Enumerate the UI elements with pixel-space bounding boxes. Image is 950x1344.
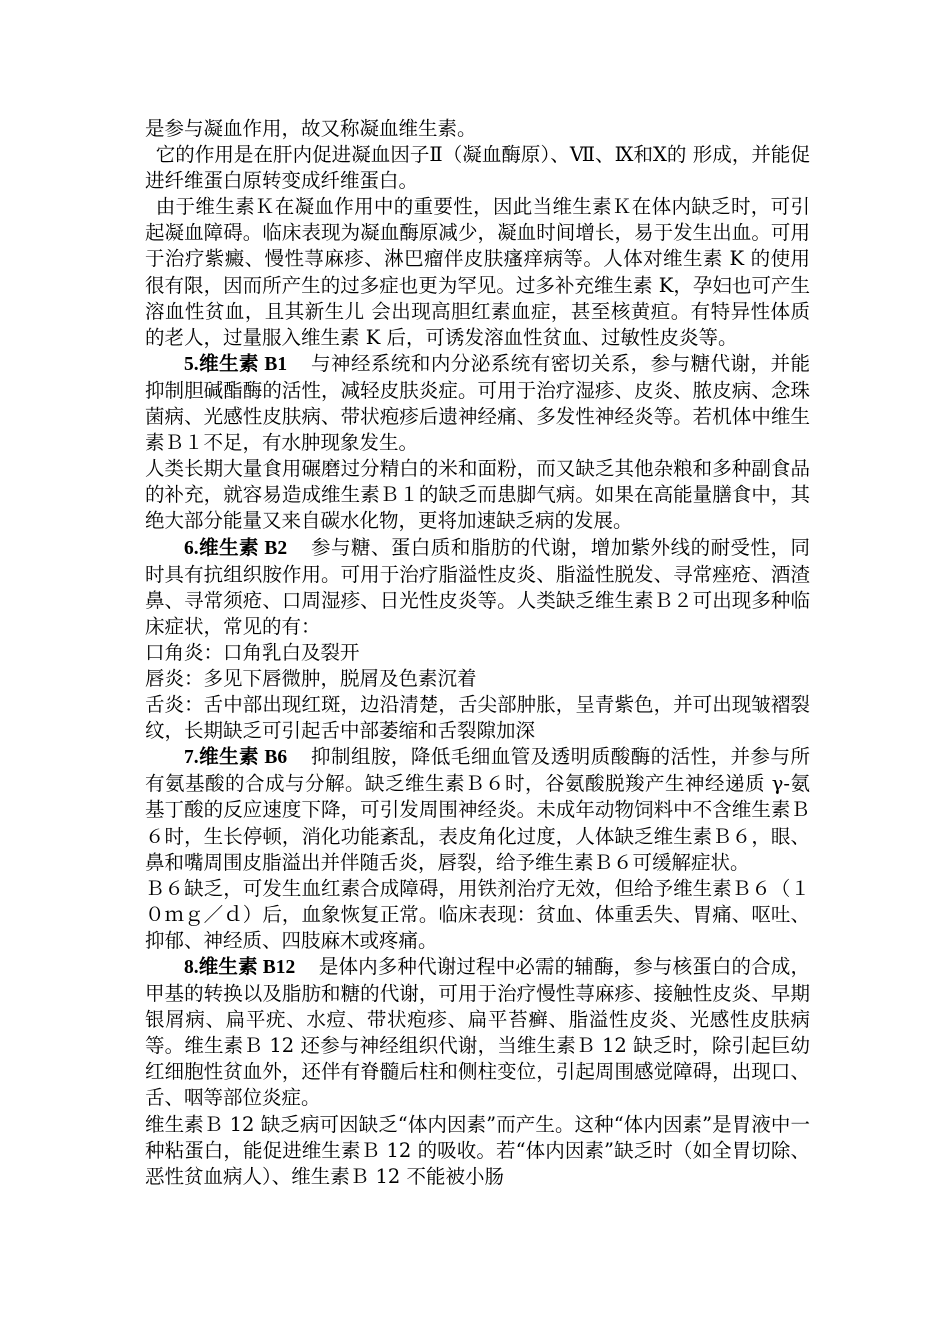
paragraph-vitamin-k-deficiency: 由于维生素Ｋ在凝血作用中的重要性，因此当维生素Ｋ在体内缺乏时，可引起凝血障碍。临床表现为凝血酶原减少，凝血时间增长，易于发生出血。可用于治疗紫癜、慢性荨麻疹、淋巴瘤伴皮肤瘙痒病等。人体对维生素 K 的使用很有限，因而所产生的过多症也更为罕见。过多补充维生素 K，孕妇也可产生溶血性贫血，且其新生儿 会出现高胆红素血症，甚至核黄疸。有特异性体质的老人，过量服入维生素 K 后，可诱发溶血性贫血、过敏性皮炎等。 (145, 195, 810, 349)
paragraph-vitamin-b2 (145, 535, 810, 640)
paragraph-vitamin-b1 (145, 351, 810, 456)
section-heading-b1: 5.维生素 B1 (184, 353, 288, 375)
paragraph-vitamin-k-function: 它的作用是在肝内促进凝血因子Ⅱ（凝血酶原）、Ⅶ、Ⅸ和Ⅹ的 形成，并能促进纤维蛋白原转变成纤维蛋白。 (145, 143, 810, 193)
symptom-glossitis: 舌炎：舌中部出现红斑，边沿清楚，舌尖部肿胀，呈青紫色，并可出现皱褶裂纹，长期缺乏可引起舌中部萎缩和舌裂隙加深 (145, 693, 810, 743)
paragraph-vitamin-b6 (145, 744, 810, 875)
symptom-cheilitis: 唇炎：多见下唇微肿，脱屑及色素沉着 (145, 666, 477, 690)
paragraph-vitamin-k-intro: 是参与凝血作用，故又称凝血维生素。 (145, 117, 477, 140)
document-page (145, 116, 810, 1190)
section-heading-b2: 6.维生素 B2 (184, 537, 288, 559)
paragraph-beriberi: 人类长期大量食用碾磨过分精白的米和面粉，而又缺乏其他杂粮和多种副食品的补充，就容易造成维生素Ｂ１的缺乏而患脚气病。如果在高能量膳食中，其绝大部分能量又来自碳水化物，更将加速缺乏病的发展。 (145, 457, 810, 533)
paragraph-text: 与神经系统和内分泌系统有密切关系，参与糖代谢，并能抑制胆碱酯酶的活性，减轻皮肤炎症。可用于治疗湿疹、皮炎、脓皮病、念珠菌病、光感性皮肤病、带状疱疹后遗神经痛、多发性神经炎等。若机体中维生素Ｂ１不足，有水肿现象发生。 (145, 351, 810, 455)
section-heading-b12: 8.维生素 B12 (184, 957, 296, 978)
paragraph-b12-intrinsic-factor: 维生素Ｂ 12 缺乏病可因缺乏“体内因素”而产生。这种“体内因素”是胃液中一种粘蛋白，能促进维生素Ｂ 12 的吸收。若“体内因素”缺乏时（如全胃切除、恶性贫血病人）、维生素Ｂ 12 不能被小肠 (145, 1112, 810, 1188)
section-heading-b6: 7.维生素 B6 (184, 747, 288, 769)
paragraph-vitamin-b12 (145, 954, 810, 1112)
symptom-angular-cheilitis: 口角炎：口角乳白及裂开 (145, 640, 360, 664)
paragraph-text: 参与糖、蛋白质和脂肪的代谢，增加紫外线的耐受性，同时具有抗组织胺作用。可用于治疗脂溢性皮炎、脂溢性脱发、寻常痤疮、酒渣鼻、寻常须疮、口周湿疹、日光性皮炎等。人类缺乏维生素Ｂ２可出现多种临床症状，常见的有： (145, 535, 810, 638)
paragraph-b6-deficiency: Ｂ６缺乏，可发生血红素合成障碍，用铁剂治疗无效，但给予维生素Ｂ６（１０ｍｇ／ｄ）后，血象恢复正常。临床表现：贫血、体重丢失、胃痛、呕吐、抑郁、神经质、四肢麻木或疼痛。 (145, 876, 810, 952)
paragraph-text: 是体内多种代谢过程中必需的辅酶，参与核蛋白的合成，甲基的转换以及脂肪和糖的代谢，可用于治疗慢性荨麻疹、接触性皮炎、早期银屑病、扁平疣、水痘、带状疱疹、扁平苔癣、脂溢性皮炎、光感性皮肤病等。维生素Ｂ 12 还参与神经组织代谢，当维生素Ｂ 12 缺乏时，除引起巨幼红细胞性贫血外，还伴有脊髓后柱和侧柱变位，引起周围感觉障碍，出现口、舌、咽等部位炎症。 (145, 955, 810, 1110)
paragraph-text: 抑制组胺，降低毛细血管及透明质酸酶的活性，并参与所有氨基酸的合成与分解。缺乏维生素Ｂ６时，谷氨酸脱羧产生神经递质 γ-氨基丁酸的反应速度下降，可引发周围神经炎。未成年动物饲料中不含维生素Ｂ６时，生长停顿，消化功能紊乱，表皮角化过度，人体缺乏维生素Ｂ６，眼、鼻和嘴周围皮脂溢出并伴随舌炎，唇裂，给予维生素Ｂ６可缓解症状。 (145, 745, 810, 874)
